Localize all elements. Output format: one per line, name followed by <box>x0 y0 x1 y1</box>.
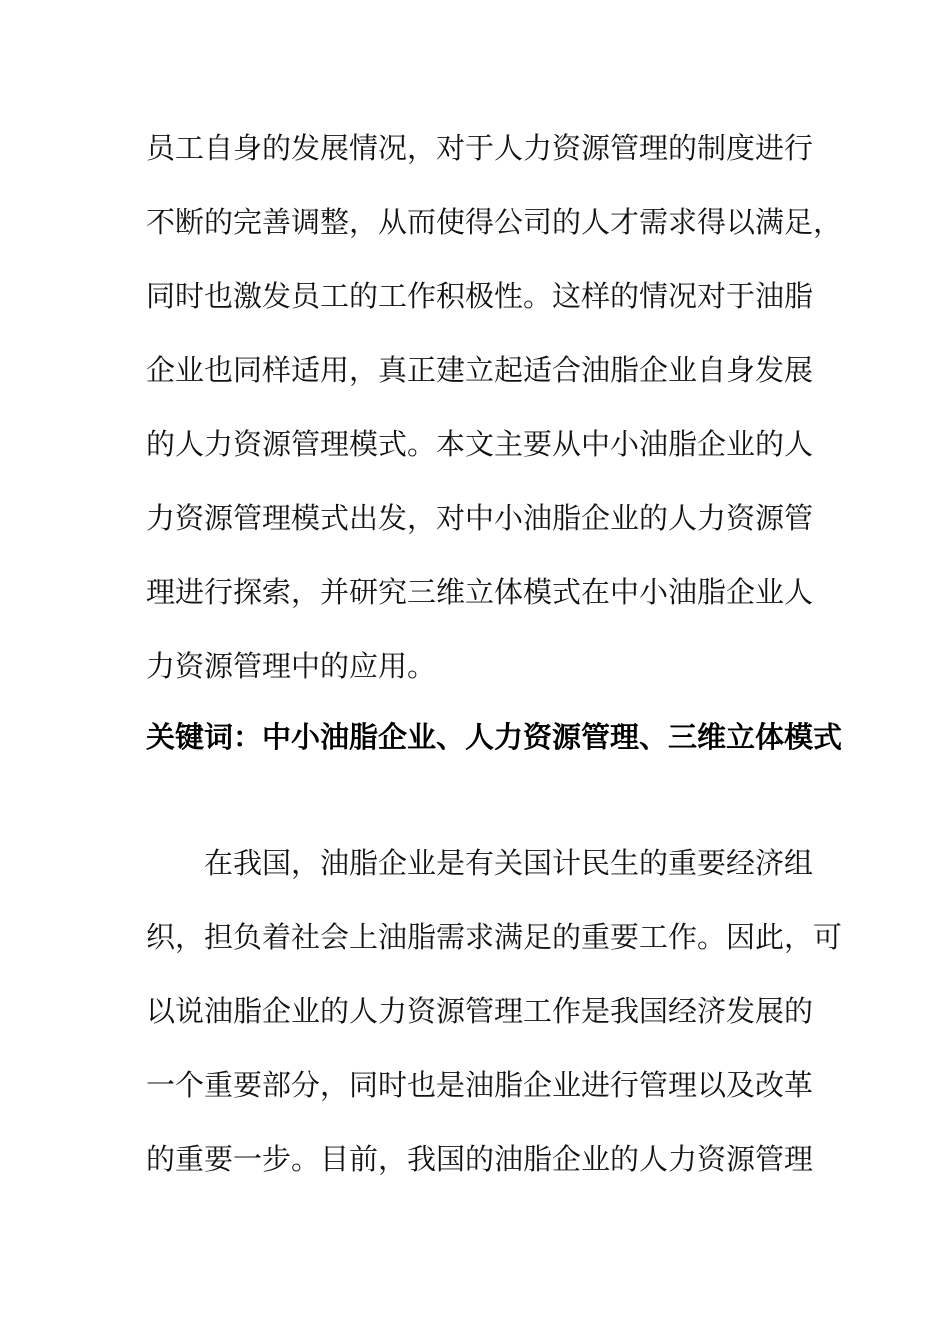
abstract-line: 企业也同样适用，真正建立起适合油脂企业自身发展 <box>146 353 814 387</box>
abstract-line: 员工自身的发展情况，对于人力资源管理的制度进行 <box>146 131 814 165</box>
body-line: 以说油脂企业的人力资源管理工作是我国经济发展的 <box>146 994 814 1028</box>
abstract-line: 力资源管理中的应用。 <box>146 649 437 683</box>
body-line: 织，担负着社会上油脂需求满足的重要工作。因此，可 <box>146 920 843 954</box>
abstract-line: 不断的完善调整，从而使得公司的人才需求得以满足， <box>146 205 843 239</box>
body-line: 一个重要部分，同时也是油脂企业进行管理以及改革 <box>146 1068 814 1102</box>
abstract-line: 力资源管理模式出发，对中小油脂企业的人力资源管 <box>146 501 814 535</box>
body-line: 的重要一步。目前，我国的油脂企业的人力资源管理 <box>146 1142 814 1176</box>
body-line: 在我国，油脂企业是有关国计民生的重要经济组 <box>204 846 814 880</box>
abstract-line: 理进行探索，并研究三维立体模式在中小油脂企业人 <box>146 575 814 609</box>
abstract-line: 同时也激发员工的工作积极性。这样的情况对于油脂 <box>146 279 814 313</box>
keywords-line: 关键词：中小油脂企业、人力资源管理、三维立体模式 <box>146 720 843 754</box>
abstract-line: 的人力资源管理模式。本文主要从中小油脂企业的人 <box>146 427 814 461</box>
